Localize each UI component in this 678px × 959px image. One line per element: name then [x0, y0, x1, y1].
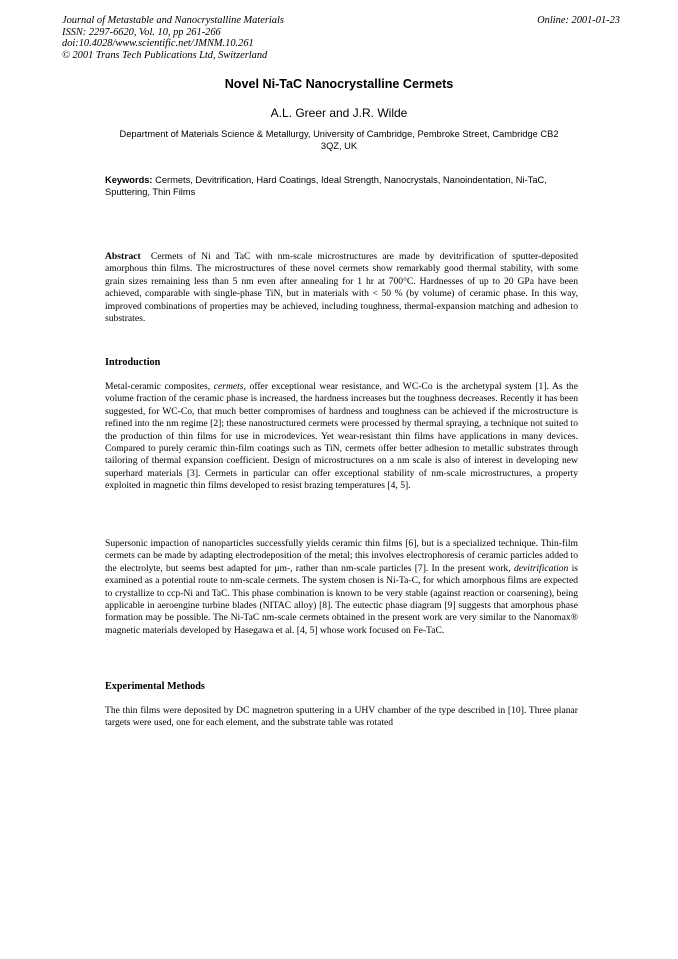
paper-title: Novel Ni-TaC Nanocrystalline Cermets: [224, 77, 454, 91]
journal-name: Journal of Metastable and Nanocrystalline Materials: [62, 15, 284, 26]
journal-copyright: © 2001 Trans Tech Publications Ltd, Switzerland: [62, 49, 268, 61]
experimental-paragraph-1: The thin films were deposited by DC magnetron sputtering in a UHV chamber of the type described in [10]. Three planar targets were used, one for each element, and the substrate table was rotated: [105, 705, 578, 729]
journal-issn: ISSN: 2297-6620, Vol. 10, pp 261-266: [62, 26, 221, 38]
abstract-text: Cermets of Ni and TaC with nm-scale microstructures are made by devitrification of sputter-deposited amorphous thin films. The microstructures of these novel cermets show remarkably good thermal stability, with some grain sizes remaining less than 5 nm even after annealing for 1 hr at 700°C. Hardnesses of up to 20 GPa have been achieved, comparable with single-phase TiN, but in materials with < 50 % (by volume) of ceramic phase. In this way, improved combinations of properties may be achieved, including toughness, thermal-expansion matching and adhesion to substrates.: [105, 251, 579, 325]
intro-p2-text-b: is examined as a potential route to nm-scale cermets. The system chosen is Ni-Ta-C, for which amorphous films are expected to crystallize to ccp-Ni and TaC. This phase combination is known to be very stable (against reaction or coarsening), being applicable in aeroengine turbine blades (NITAC alloy) [8]. The eutectic phase diagram [9] suggests that amorphous phase formation may be possible. The Ni-TaC nm-scale cermets obtained in the present work are very similar to the Nanomax® magnetic materials developed by Hasegawa et al. [4, 5] whose work focused on Fe-TaC.: [105, 562, 578, 636]
abstract: [105, 251, 578, 325]
keywords: [105, 174, 575, 198]
introduction-paragraph-1: [105, 381, 578, 493]
intro-p1-text-a: Metal-ceramic composites,: [105, 381, 214, 392]
introduction-heading: Introduction: [105, 357, 161, 368]
introduction-paragraph-2: [105, 538, 578, 637]
online-date: Online: 2001-01-23: [537, 15, 620, 26]
experimental-heading: Experimental Methods: [105, 681, 205, 692]
keywords-label: Keywords:: [105, 175, 153, 185]
keywords-text: Cermets, Devitrification, Hard Coatings, Ideal Strength, Nanocrystals, Nanoindentation, Ni-TaC, Sputtering, Thin Films: [105, 175, 547, 197]
paper-affiliation: Department of Materials Science & Metallurgy, University of Cambridge, Pembroke Street, Cambridge CB2 3QZ, UK: [119, 129, 559, 152]
intro-p1-emphasis: cermets: [213, 381, 244, 392]
paper-authors: A.L. Greer and J.R. Wilde: [270, 106, 408, 120]
journal-header: [62, 15, 482, 61]
journal-doi: doi:10.4028/www.scientific.net/JMNM.10.261: [62, 38, 254, 50]
intro-p2-text-a: Supersonic impaction of nanoparticles successfully yields ceramic thin films [6], but is a specialized technique. Thin-film cermets can be made by adapting electrodeposition of the metal; this involves electrophoresis of ceramic particles added to the electrolyte, but seems best adapted for μm-, rather than nm-scale particles [7]. In the present work,: [105, 538, 578, 574]
intro-p2-emphasis: devitrification: [513, 562, 569, 574]
intro-p1-text-b: , offer exceptional wear resistance, and WC-Co is the archetypal system [1]. As the volume fraction of the ceramic phase is increased, the hardness increases but the toughness decreases. Recently it has been suggested, for WC-Co, that much better compromises of hardness and toughness can be achieved if the microstructure is refined into the nm regime [2]; these nanostructured cermets were processed by thermal spraying, a technique not suited to the production of thin films for use in microdevices. Yet wear-resistant thin films have applications in many devices. Compared to purely ceramic thin-film coatings such as TiN, cermets offer better adhesion to metallic substrates through tailoring of thermal expansion coefficient. Design of microstructures on a nm scale is also of interest in developing new superhard materials [3]. Cermets in particular can offer exceptional stability of nm-scale microstructures, a property exploited in magnetic thin films developed to resist brazing temperatures [4, 5].: [105, 381, 578, 492]
abstract-label: Abstract: [105, 251, 141, 262]
